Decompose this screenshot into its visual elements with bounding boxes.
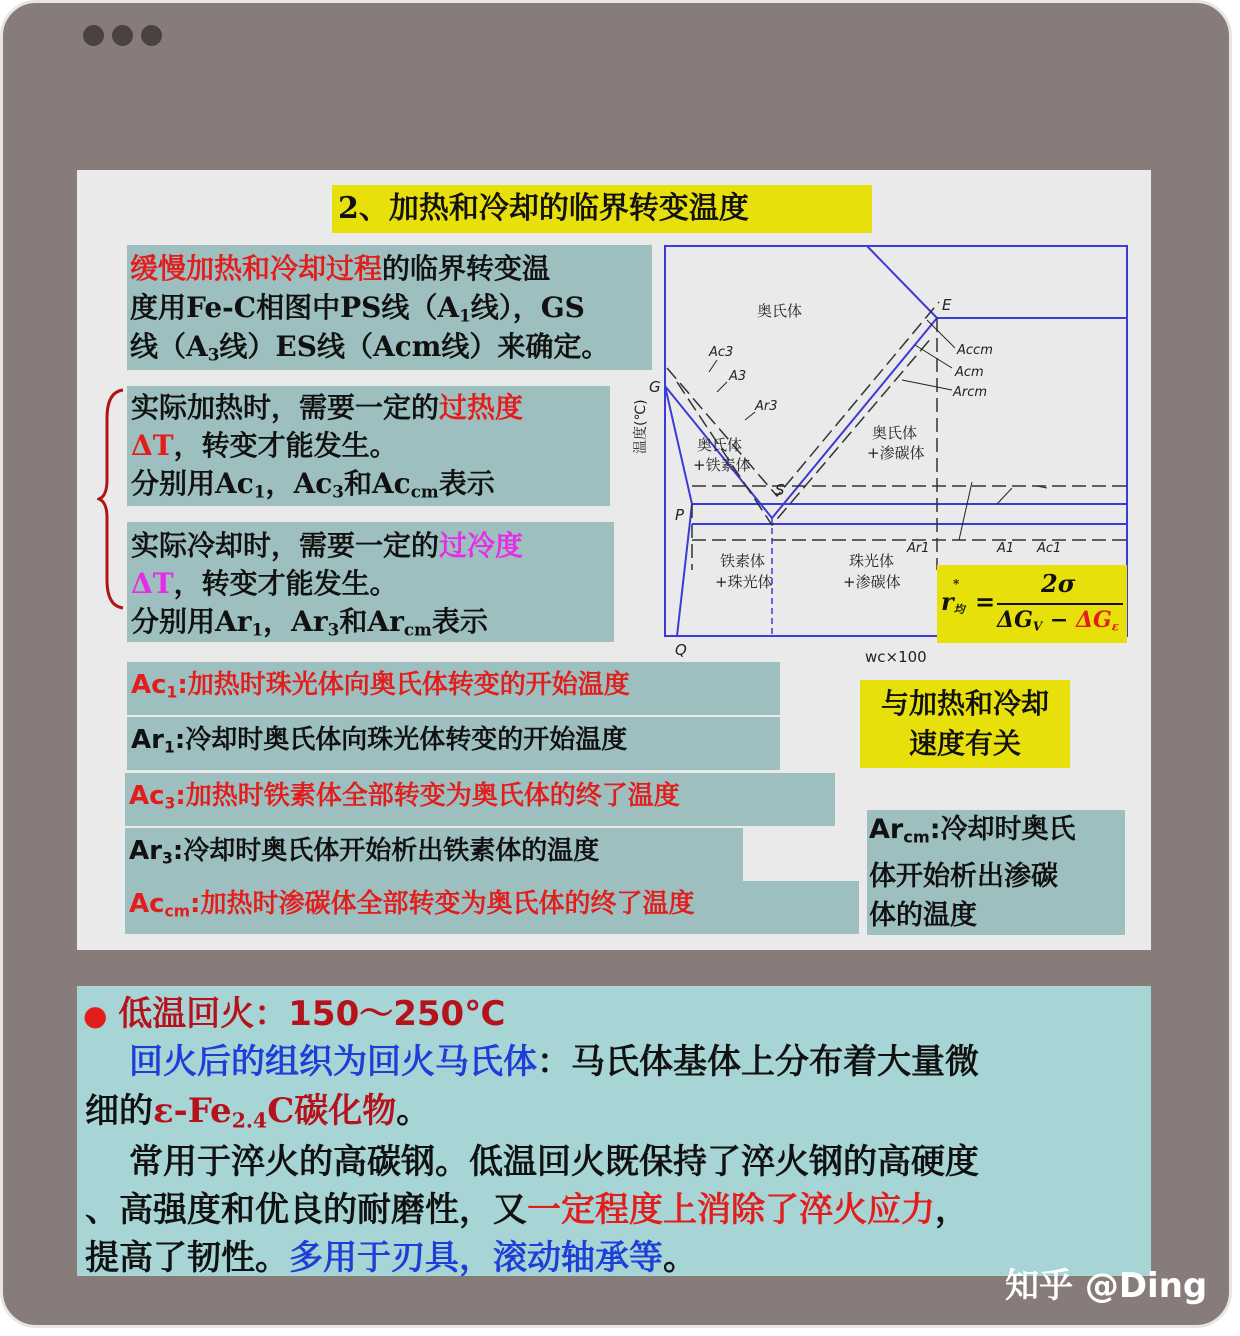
def-symbol: Ac <box>129 781 165 811</box>
intro-line-3 <box>130 327 609 375</box>
body-line-2 <box>129 1034 979 1083</box>
subscript: 3 <box>207 344 220 365</box>
region-ferrite-pearlite: +珠光体 <box>715 573 773 591</box>
region-ferrite-pearlite: 铁素体 <box>720 552 766 570</box>
cooling-text: 表示 <box>431 605 488 638</box>
intro-text: 线（A <box>130 330 208 363</box>
slide-low-temp-tempering <box>77 986 1151 1276</box>
point-p: P <box>675 506 685 524</box>
watermark: 知乎 @Ding <box>1005 1266 1208 1306</box>
formula-denominator <box>997 607 1119 633</box>
x-axis-label: wc×100 <box>865 648 927 666</box>
stress-relief-text: 一定程度上消除了淬火应力 <box>527 1190 935 1230</box>
arcm-line-3: 体的温度 <box>869 899 977 931</box>
window-dot-2[interactable] <box>112 25 133 46</box>
subscript: 1 <box>163 738 175 757</box>
def-text: :冷却时奥氏体向珠光体转变的开始温度 <box>174 725 628 755</box>
leader <box>902 380 952 390</box>
carbide-text: ε-Fe <box>153 1091 232 1131</box>
def-text: :加热时铁素体全部转变为奥氏体的终了温度 <box>175 781 680 811</box>
structure-text: 回火后的组织为回火马氏体 <box>129 1042 537 1082</box>
region-aust-ferrite: +铁素体 <box>693 456 751 474</box>
subscript: 1 <box>459 305 471 326</box>
heating-text: ，Ac <box>265 467 333 500</box>
region-pearlite-cementite: 珠光体 <box>849 552 895 570</box>
label-a3: A3 <box>729 369 747 384</box>
liquidus-line <box>867 246 937 318</box>
fraction-bar <box>997 603 1123 605</box>
subscript: 1 <box>251 619 264 640</box>
subscript: cm <box>403 619 432 640</box>
label-ar1: Ar1 <box>907 541 930 556</box>
heating-text: 实际加热时，需要一定的 <box>131 391 440 424</box>
leader <box>717 382 727 392</box>
intro-red-text: 缓慢加热和冷却过程 <box>130 252 383 285</box>
label-ac3: Ac3 <box>709 345 734 360</box>
speed-note-line-2: 速度有关 <box>908 727 1021 760</box>
cooling-text: 和Ar <box>339 605 404 638</box>
cooling-line-3 <box>131 602 488 650</box>
label-ac1: Ac1 <box>1037 541 1062 556</box>
leader <box>927 320 955 348</box>
subscript: 2.4 <box>231 1108 268 1133</box>
body-line-6 <box>85 1230 697 1279</box>
undercool-term: 过冷度 <box>439 529 524 562</box>
heating-line-2 <box>131 426 398 465</box>
subscript: cm <box>903 827 930 847</box>
leader <box>915 345 952 368</box>
subscript: cm <box>164 902 191 921</box>
formula-den-b: ΔG <box>1075 607 1112 633</box>
def-symbol: Ac <box>129 889 165 919</box>
tempering-heading: 低温回火：150～250℃ <box>118 994 506 1034</box>
formula-sub: ε <box>1111 619 1120 634</box>
subscript: 1 <box>253 481 266 502</box>
def-symbol: Ar <box>131 725 164 755</box>
body-text: 、高强度和优良的耐磨性，又 <box>85 1190 527 1230</box>
point-e: E <box>942 296 952 314</box>
body-text: 。 <box>396 1091 431 1131</box>
def-symbol: Ac <box>131 670 167 700</box>
arcm-line-2: 体开始析出渗碳 <box>869 860 1058 892</box>
cooling-text: 实际冷却时，需要一定的 <box>131 529 440 562</box>
formula-numerator: 2σ <box>1041 569 1076 598</box>
label-acm: Acm <box>955 365 984 380</box>
body-text: 提高了韧性。 <box>85 1238 289 1278</box>
delta-t: ΔT <box>131 429 174 462</box>
subscript: 3 <box>327 619 340 640</box>
heating-text: ，转变才能发生。 <box>173 429 398 462</box>
def-symbol: Ar <box>129 836 162 866</box>
window-dot-1[interactable] <box>83 25 104 46</box>
point-g: G <box>649 378 661 396</box>
def-ac3 <box>125 773 835 826</box>
region-pearlite-cementite: +渗碳体 <box>843 573 901 591</box>
intro-text: 线）ES线（Acm线）来确定。 <box>219 330 610 363</box>
label-arcm: Arcm <box>953 385 988 400</box>
arcm-text: :冷却时奥氏 <box>929 814 1076 845</box>
leader <box>997 488 1012 504</box>
gse-line <box>665 318 1127 518</box>
heating-line-1 <box>131 388 523 427</box>
cooling-box <box>127 522 614 642</box>
cooling-text: ，Ar <box>263 605 328 638</box>
cooling-line-1 <box>131 526 523 565</box>
intro-text: 度用Fe-C相图中PS线（A <box>130 291 460 324</box>
formula-sub: V <box>1032 619 1043 634</box>
def-ac1 <box>127 662 780 715</box>
window-controls <box>83 25 162 46</box>
leader <box>709 360 717 372</box>
formula-r: r <box>941 587 954 616</box>
heading-line <box>83 986 505 1035</box>
heating-line-3 <box>131 464 495 512</box>
carbide-text: C碳化物 <box>267 1091 397 1131</box>
def-text: :冷却时奥氏体开始析出铁素体的温度 <box>172 836 600 866</box>
leader <box>959 482 972 540</box>
formula-lhs <box>941 577 965 617</box>
body-line-3 <box>85 1083 430 1133</box>
def-text: :加热时渗碳体全部转变为奥氏体的终了温度 <box>190 889 695 919</box>
region-austenite: 奥氏体 <box>757 302 803 320</box>
label-ar3: Ar3 <box>755 399 778 414</box>
body-line-4: 常用于淬火的高碳钢。低温回火既保持了淬火钢的高硬度 <box>129 1142 979 1182</box>
intro-line-1 <box>130 249 550 288</box>
def-accm <box>125 881 859 934</box>
cooling-text: 分别用Ar <box>131 605 252 638</box>
intro-text: 的临界转变温 <box>382 252 551 285</box>
formula-minus: − <box>1042 607 1076 633</box>
subscript: 1 <box>166 683 178 702</box>
delta-t: ΔT <box>131 567 174 600</box>
slide-critical-temperatures <box>77 170 1151 950</box>
def-ar3 <box>125 828 743 881</box>
formula-sub: 均 <box>953 603 965 617</box>
speed-note <box>860 680 1070 768</box>
subscript: cm <box>410 481 439 502</box>
window-dot-3[interactable] <box>141 25 162 46</box>
def-symbol: Ar <box>869 814 904 845</box>
cooling-text: ，转变才能发生。 <box>173 567 398 600</box>
superheat-term: 过热度 <box>439 391 524 424</box>
intro-text: 线），GS <box>470 291 585 324</box>
speed-note-line-1: 与加热和冷却 <box>880 687 1049 720</box>
def-text: :加热时珠光体向奥氏体转变的开始温度 <box>177 670 630 700</box>
arcm-note <box>867 810 1125 935</box>
point-s: S <box>775 481 785 499</box>
bullet-icon: ● <box>83 999 108 1032</box>
arcm-line-1 <box>867 810 1125 857</box>
y-axis-label: 温度(℃) <box>633 399 649 454</box>
heating-box <box>127 386 610 506</box>
brace-icon <box>97 388 127 610</box>
formula-equals: = <box>975 587 996 616</box>
section-title: 2、加热和冷却的临界转变温度 <box>332 185 872 233</box>
body-line-5 <box>85 1182 969 1231</box>
def-ar1 <box>127 717 780 770</box>
body-text: 。 <box>663 1238 697 1278</box>
nucleus-formula <box>937 565 1127 643</box>
label-accm: Accm <box>957 343 993 358</box>
cooling-line-2 <box>131 564 398 603</box>
region-aust-cementite: +渗碳体 <box>867 444 925 462</box>
applications-text: 多用于刃具，滚动轴承等 <box>289 1238 663 1278</box>
subscript: 3 <box>161 849 173 868</box>
region-aust-cementite: 奥氏体 <box>872 424 918 442</box>
subscript: 3 <box>164 794 176 813</box>
formula-sup: * <box>953 577 960 591</box>
body-text: 细的 <box>85 1091 153 1131</box>
label-a1: A1 <box>997 541 1015 556</box>
region-aust-ferrite: 奥氏体 <box>697 436 743 454</box>
subscript: 3 <box>332 481 344 502</box>
heating-text: 和Ac <box>343 467 411 500</box>
heating-text: 表示 <box>438 467 495 500</box>
point-q: Q <box>675 641 687 659</box>
heating-text: 分别用Ac <box>131 467 254 500</box>
body-text: ：马氏体基体上分布着大量微 <box>537 1042 979 1082</box>
intro-box <box>127 245 652 370</box>
leader <box>745 412 755 420</box>
formula-den-a: ΔG <box>997 607 1033 633</box>
body-text: ， <box>935 1190 969 1230</box>
